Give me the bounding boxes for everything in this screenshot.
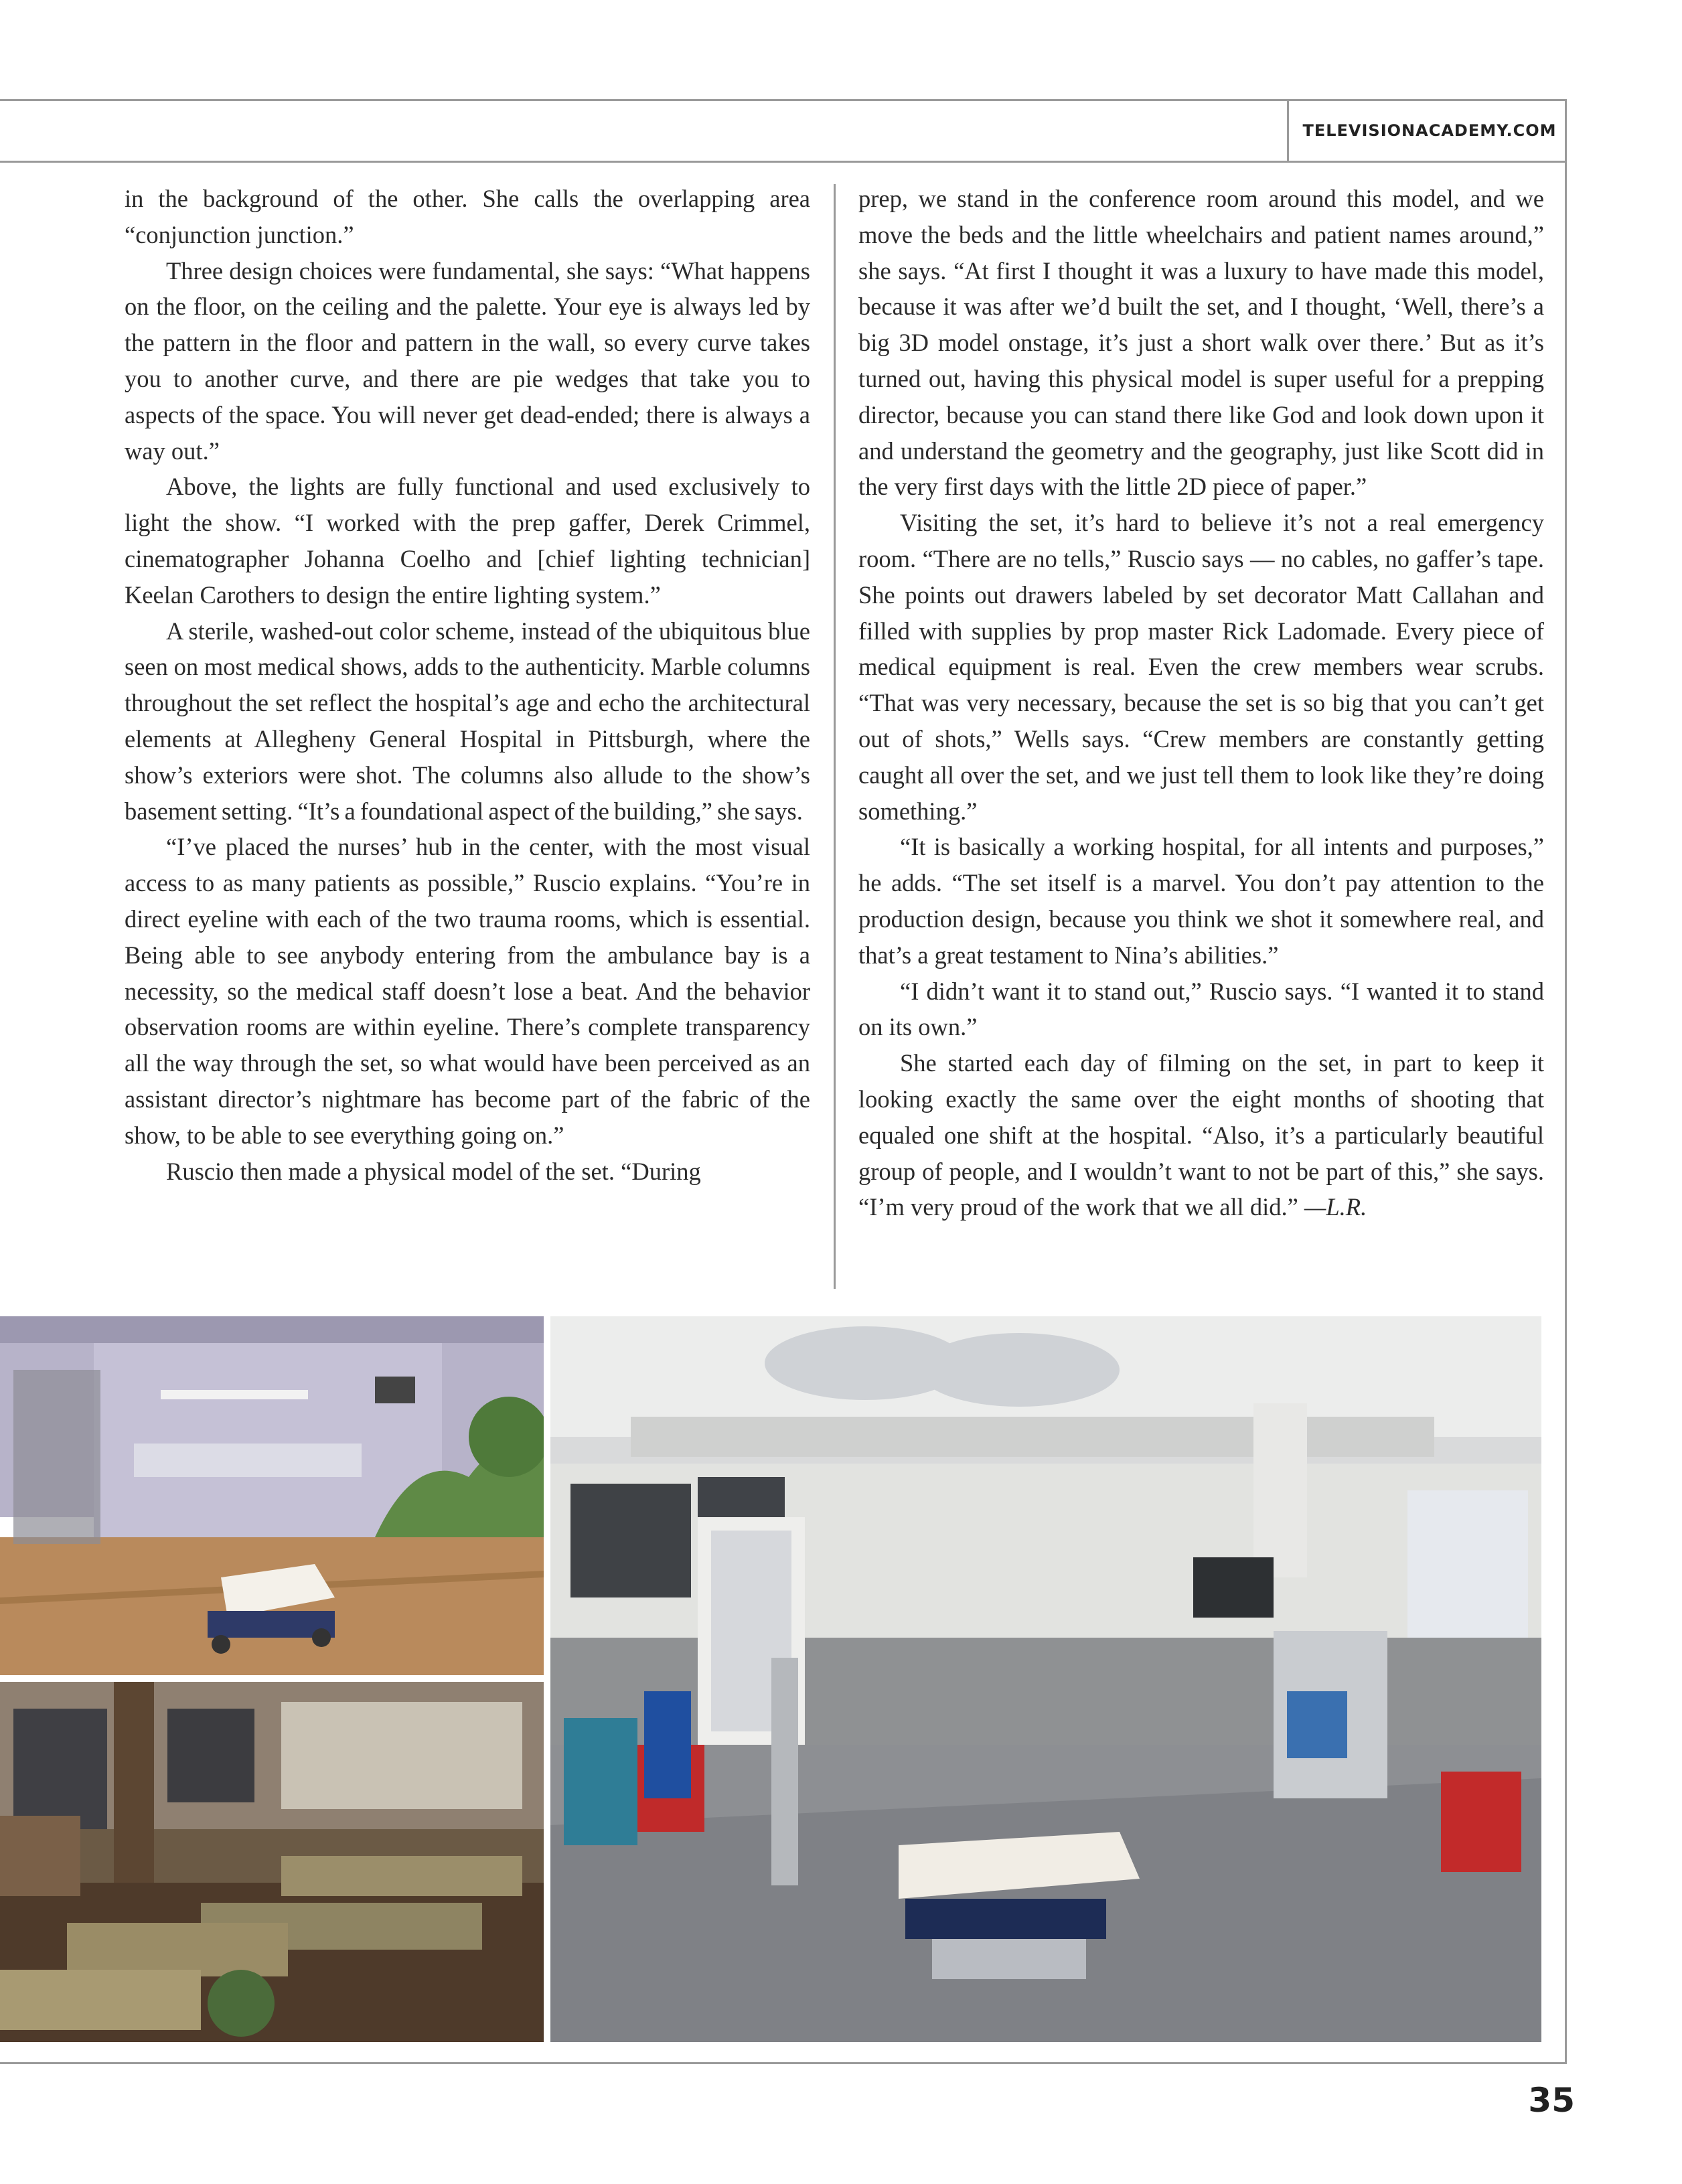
paragraph: in the background of the other. She calls the overlapping area “conjunction junction.”: [125, 185, 810, 248]
site-url: TELEVISIONACADEMY.COM: [1302, 121, 1557, 140]
author-initials: —L.R.: [1304, 1193, 1367, 1221]
footer-rule: [0, 2062, 1567, 2064]
header-rule-bottom: [0, 161, 1567, 163]
trauma-bay-photo: [550, 1316, 1541, 2042]
article-column-left: [125, 181, 810, 1189]
page-frame-right: [1565, 99, 1567, 2064]
paragraph: “I didn’t want it to stand out,” Ruscio says. “I wanted it to stand on its own.”: [858, 977, 1544, 1041]
pediatric-room-photo: [0, 1316, 544, 1675]
article-column-right: [858, 181, 1544, 1225]
paragraph-text: She started each day of filming on the set, in part to keep it looking exactly the same over the eight months of shooting that equaled one shift at the hospital. “Also, it’s a particularly beautiful group of people, and I wouldn’t want to not be part of this,” she says. “I’m very proud of the work that we all did.”: [858, 1049, 1544, 1221]
paragraph: A sterile, washed-out color scheme, instead of the ubiquitous blue seen on most medical shows, adds to the authenticity. Marble columns throughout the set reflect the hospital’s age and echo the architectural elements at Allegheny General Hospital in Pittsburgh, where the show’s exteriors were shot. The columns also allude to the show’s basement setting. “It’s a foundational aspect of the building,” she says.: [125, 617, 810, 825]
page-number: 35: [1528, 2081, 1575, 2120]
paragraph: Ruscio then made a physical model of the set. “During: [166, 1157, 701, 1185]
paragraph: Three design choices were fundamental, she says: “What happens on the floor, on the ceiling and the palette. Your eye is always led by the pattern in the floor and pattern in the wall, so every curve takes you to another curve, and there are pie wedges that take you to aspects of the space. You will never get dead-ended; there is always a way out.”: [125, 256, 810, 465]
waiting-room-photo: [0, 1682, 544, 2042]
paragraph: “It is basically a working hospital, for all intents and purposes,” he adds. “The set itself is a marvel. You don’t pay attention to the production design, because you think we shot it somewhere real, and that’s a great testament to Nina’s abilities.”: [858, 833, 1544, 969]
column-divider: [834, 184, 836, 1289]
paragraph: “I’ve placed the nurses’ hub in the center, with the most visual access to as many patients as possible,” Ruscio explains. “You’re in direct eyeline with each of the two trauma rooms, which is essential. Being able to see anybody entering from the ambulance bay is a necessity, so the medical staff doesn’t lose a beat. And the behavior observation rooms are within eyeline. There’s complete transparency all the way through the set, so what would have been perceived as an assistant director’s nightmare has become part of the fabric of the show, to be able to see everything going on.”: [125, 833, 810, 1149]
paragraph: [858, 1045, 1544, 1225]
paragraph: Visiting the set, it’s hard to believe it’s not a real emergency room. “There are no tells,” Ruscio says — no cables, no gaffer’s tape. She points out drawers labeled by set decorator Matt Callahan and filled with supplies by prop master Rick Ladomade. Every piece of medical equipment is real. Even the crew members wear scrubs. “That was very necessary, because the set is so big that you can’t get out of shots,” Wells says. “Crew members are constantly getting caught all over the set, and we just tell them to look like they’re doing something.”: [858, 509, 1544, 825]
paragraph: Above, the lights are fully functional and used exclusively to light the show. “I worked with the prep gaffer, Derek Crimmel, cinematographer Johanna Coelho and [chief lighting technician] Keelan Carothers to design the entire lighting system.”: [125, 473, 810, 609]
paragraph: prep, we stand in the conference room around this model, and we move the beds and the little wheelchairs and patient names around,” she says. “At first I thought it was a luxury to have made this model, because it was after we’d built the set, and I thought, ‘Well, there’s a big 3D model onstage, it’s just a short walk over there.’ But as it’s turned out, having this physical model is super useful for a prepping director, because you can stand there like God and look down upon it and understand the geometry and the geography, just like Scott did in the very first days with the little 2D piece of paper.”: [858, 185, 1544, 501]
